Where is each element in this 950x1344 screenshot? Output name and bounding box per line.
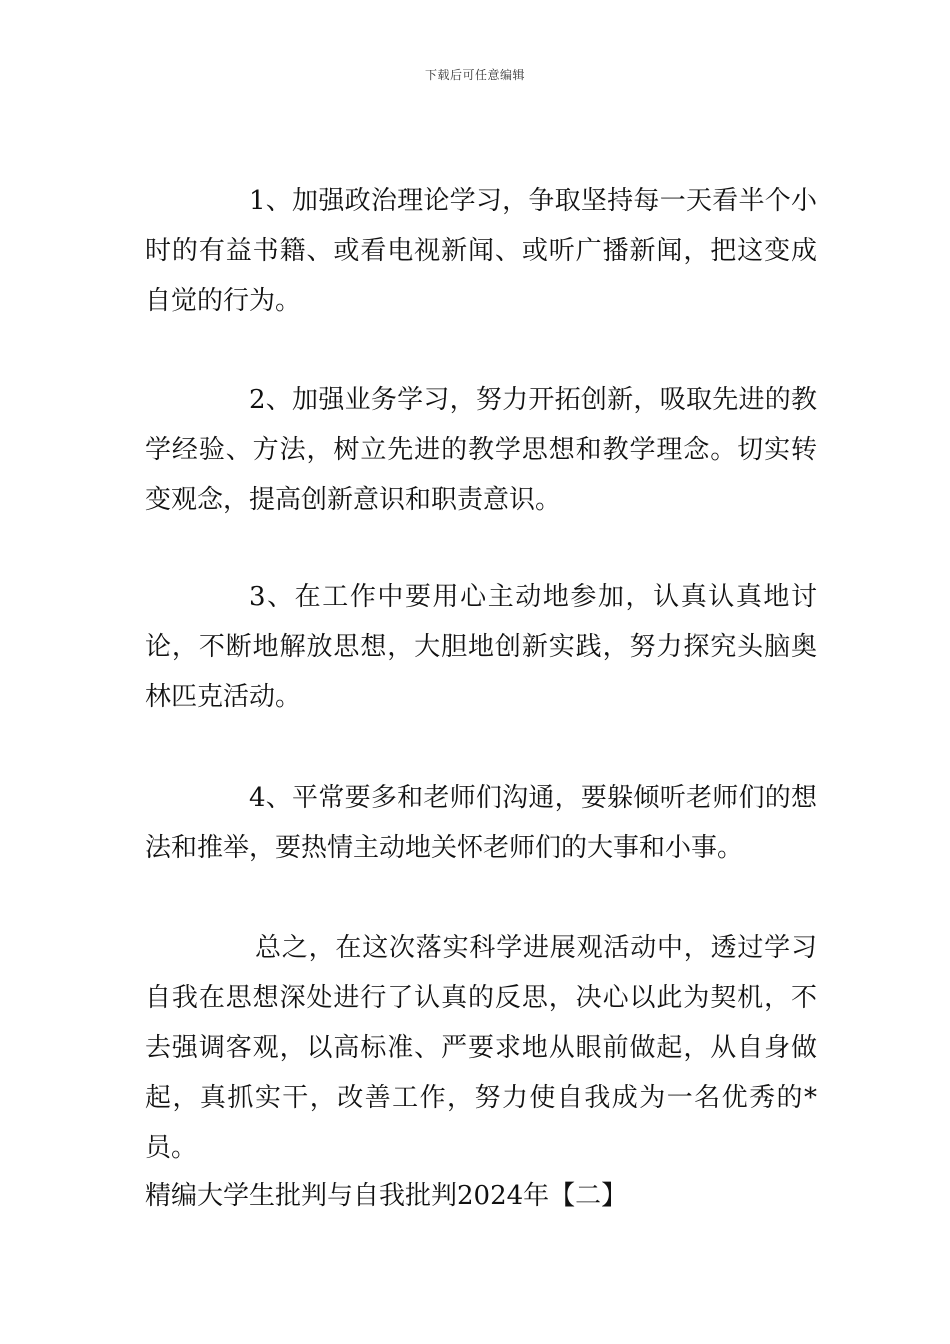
paragraph-3: 3、在工作中要用心主动地参加，认真认真地讨论，不断地解放思想，大胆地创新实践，努力探究头脑奥林匹克活动。 [145, 582, 817, 712]
paragraph-4: 4、平常要多和老师们沟通，要躲倾听老师们的想法和推举，要热情主动地关怀老师们的大事和小事。 [145, 783, 817, 863]
paragraph-2: 2、加强业务学习，努力开拓创新，吸取先进的教学经验、方法，树立先进的教学思想和教学理念。切实转变观念，提高创新意识和职责意识。 [145, 385, 817, 515]
paragraph-1: 1、加强政治理论学习，争取坚持每一天看半个小时的有益书籍、或看电视新闻、或听广播新闻，把这变成自觉的行为。 [145, 186, 817, 316]
header-note: 下载后可任意编辑 [424, 68, 525, 82]
section-heading: 精编大学生批判与自我批判2024年【二】 [145, 1181, 628, 1211]
paragraph-5: 总之，在这次落实科学进展观活动中，透过学习自我在思想深处进行了认真的反思，决心以此为契机，不去强调客观，以高标准、严要求地从眼前做起，从自身做起，真抓实干，改善工作，努力使自我成为一名优秀的*员。 [145, 933, 817, 1163]
